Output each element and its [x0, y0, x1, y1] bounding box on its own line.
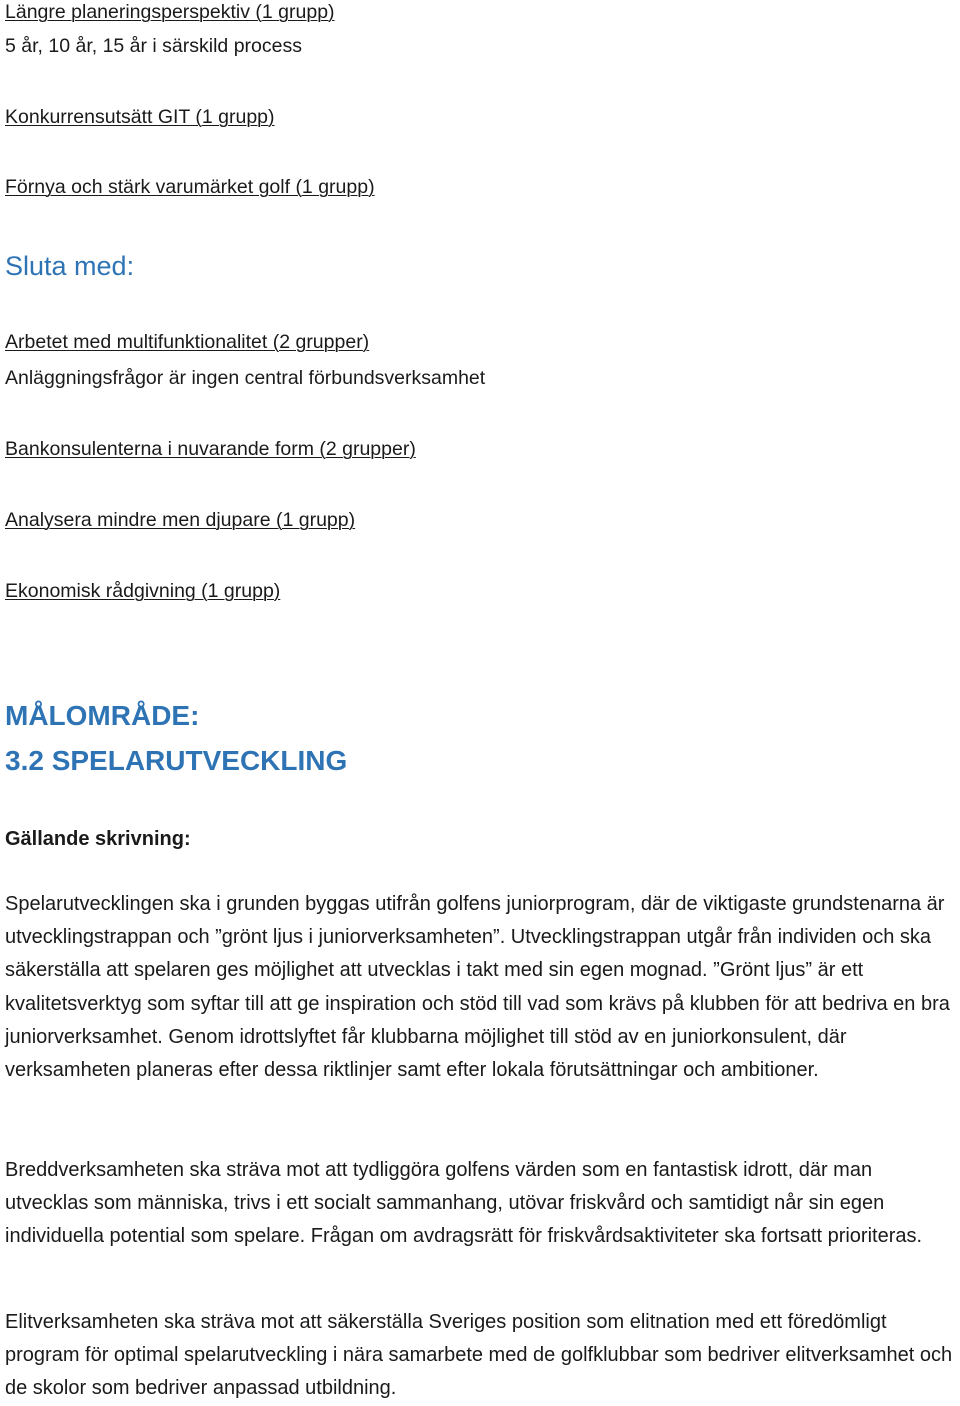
paragraph-text: Breddverksamheten ska sträva mot att tydliggöra golfens värden som en fantastisk idrott, där man utvecklas som människa, trivs i ett socialt sammanhang, utövar friskvård och samtidigt når sin egen individuella potential som spelare. Frågan om avdragsrätt för friskvårdsaktiviteter ska fortsatt prioriteras.: [5, 1159, 923, 1248]
body-paragraph-elite: [5, 1306, 960, 1406]
item-multifunctionality-title: Arbetet med multifunktionalitet (2 grupper): [5, 331, 370, 353]
item-longer-planning-subtitle: 5 år, 10 år, 15 år i särskild process: [5, 35, 302, 57]
current-text-label: Gällande skrivning:: [5, 828, 191, 850]
sluta-med-heading: Sluta med:: [5, 251, 135, 281]
item-analyze-title: Analysera mindre men djupare (1 grupp): [5, 509, 356, 531]
paragraph-text: Spelarutvecklingen ska i grunden byggas utifrån golfens juniorprogram, där de viktigaste grundstenarna är utvecklingstrappan och ”grönt ljus i juniorverksamheten”. Utvecklingstrappan utgår från individen och ska säkerställa att spelaren ges möjlighet att utvecklas i takt med sin egen mognad. ”Grönt ljus” är ett kvalitetsverktyg som syftar till att ge inspiration och stöd till vad som krävs på klubben för att bedriva en bra juniorverksamhet. Genom idrottslyftet får klubbarna möjlighet till stöd av en juniorkonsulent, där verksamheten planeras efter dessa riktlinjer samt efter lokala förutsättningar och ambitioner.: [5, 893, 950, 1082]
item-economic-advice-title: Ekonomisk rådgivning (1 grupp): [5, 580, 281, 602]
item-multifunctionality-subtitle: Anläggningsfrågor är ingen central förbundsverksamhet: [5, 367, 486, 389]
section-heading: 3.2 SPELARUTVECKLING: [5, 745, 348, 776]
body-paragraph-juniors: [5, 888, 960, 1087]
paragraph-text: Elitverksamheten ska sträva mot att säkerställa Sveriges position som elitnation med ett föredömligt program för optimal spelarutveckling i nära samarbete med de golfklubbar som bedriver elitverksamhet och de skolor som bedriver anpassad utbildning.: [5, 1311, 953, 1400]
malomrade-heading: MÅLOMRÅDE:: [5, 700, 200, 731]
item-bankonsulenter-title: Bankonsulenterna i nuvarande form (2 grupper): [5, 438, 416, 460]
item-brand-title: Förnya och stärk varumärket golf (1 grupp): [5, 176, 375, 198]
item-longer-planning-title: Längre planeringsperspektiv (1 grupp): [5, 1, 335, 23]
body-paragraph-breadth: [5, 1154, 960, 1254]
item-git-title: Konkurrensutsätt GIT (1 grupp): [5, 106, 275, 128]
